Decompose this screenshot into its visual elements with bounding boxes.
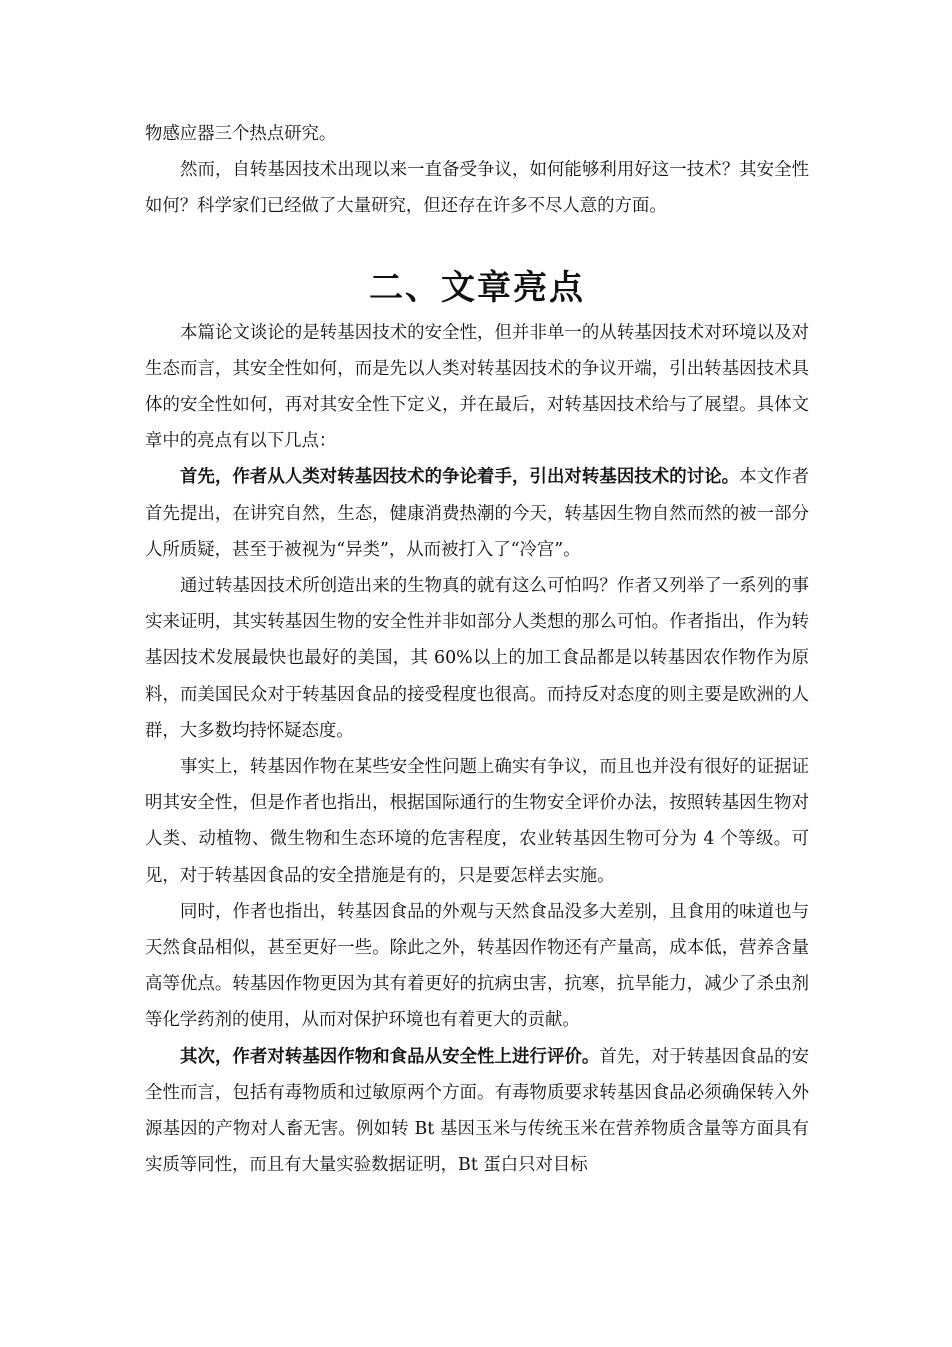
paragraph-first-point [145, 459, 809, 568]
second-point-lead: 其次，作者对转基因作物和食品从安全性上进行评价。 [180, 1046, 600, 1067]
paragraph-grades: 事实上，转基因作物在某些安全性问题上确实有争议，而且也并没有很好的证据证明其安全性，但是作者也指出，根据国际通行的生物安全评价办法，按照转基因生物对人类、动植物、微生物和生态环境的危害程度，农业转基因生物可分为 4 个等级。可见，对于转基因食品的安全措施是有的，只是要怎样去实施。 [145, 757, 809, 886]
paragraph-facts: 通过转基因技术所创造出来的生物真的就有这么可怕吗？作者又列举了一系列的事实来证明，其实转基因生物的安全性并非如部分人类想的那么可怕。作者指出，作为转基因技术发展最快也最好的美国，其 60%以上的加工食品都是以转基因农作物作为原料，而美国民众对于转基因食品的接受程度也很高。而持反对态度的则主要是欧洲的人群，大多数均持怀疑态度。 [145, 576, 809, 741]
paragraph-controversy: 然而，自转基因技术出现以来一直备受争议，如何能够利用好这一技术？其安全性如何？科学家们已经做了大量研究，但还存在许多不尽人意的方面。 [145, 160, 809, 217]
second-point-text: 首先，对于转基因食品的安全性而言，包括有毒物质和过敏原两个方面。有毒物质要求转基因食品必须确保转入外源基因的产物对人畜无害。例如转 Bt 基因玉米与传统玉米在营养物质含量等方面具有实质等同性，而且有大量实验数据证明，Bt 蛋白只对目标 [145, 1046, 809, 1176]
paragraph-intro-tail: 物感应器三个热点研究。 [145, 124, 337, 144]
paragraph-advantages: 同时，作者也指出，转基因食品的外观与天然食品没多大差别，且食用的味道也与天然食品相似，甚至更好一些。除此之外，转基因作物还有产量高，成本低，营养含量高等优点。转基因作物更因为其有着更好的抗病虫害，抗寒，抗旱能力，减少了杀虫剂等化学药剂的使用，从而对保护环境也有着更大的贡献。 [145, 901, 809, 1031]
paragraph-second-point [145, 1039, 809, 1184]
paragraph-overview: 本篇论文谈论的是转基因技术的安全性，但并非单一的从转基因技术对环境以及对生态而言，其安全性如何，而是先以人类对转基因技术的争议开端，引出转基因技术具体的安全性如何，再对其安全性下定义，并在最后，对转基因技术给与了展望。具体文章中的亮点有以下几点： [145, 322, 809, 452]
first-point-text: 本文作者首先提出，在讲究自然，生态，健康消费热潮的今天，转基因生物自然而然的被一部分人所质疑，甚至于被视为“异类”，从而被打入了“冷宫”。 [145, 467, 809, 560]
first-point-lead: 首先，作者从人类对转基因技术的争论着手，引出对转基因技术的讨论。 [180, 467, 740, 488]
document-page [145, 116, 809, 1183]
section-heading: 二、文章亮点 [369, 267, 585, 308]
